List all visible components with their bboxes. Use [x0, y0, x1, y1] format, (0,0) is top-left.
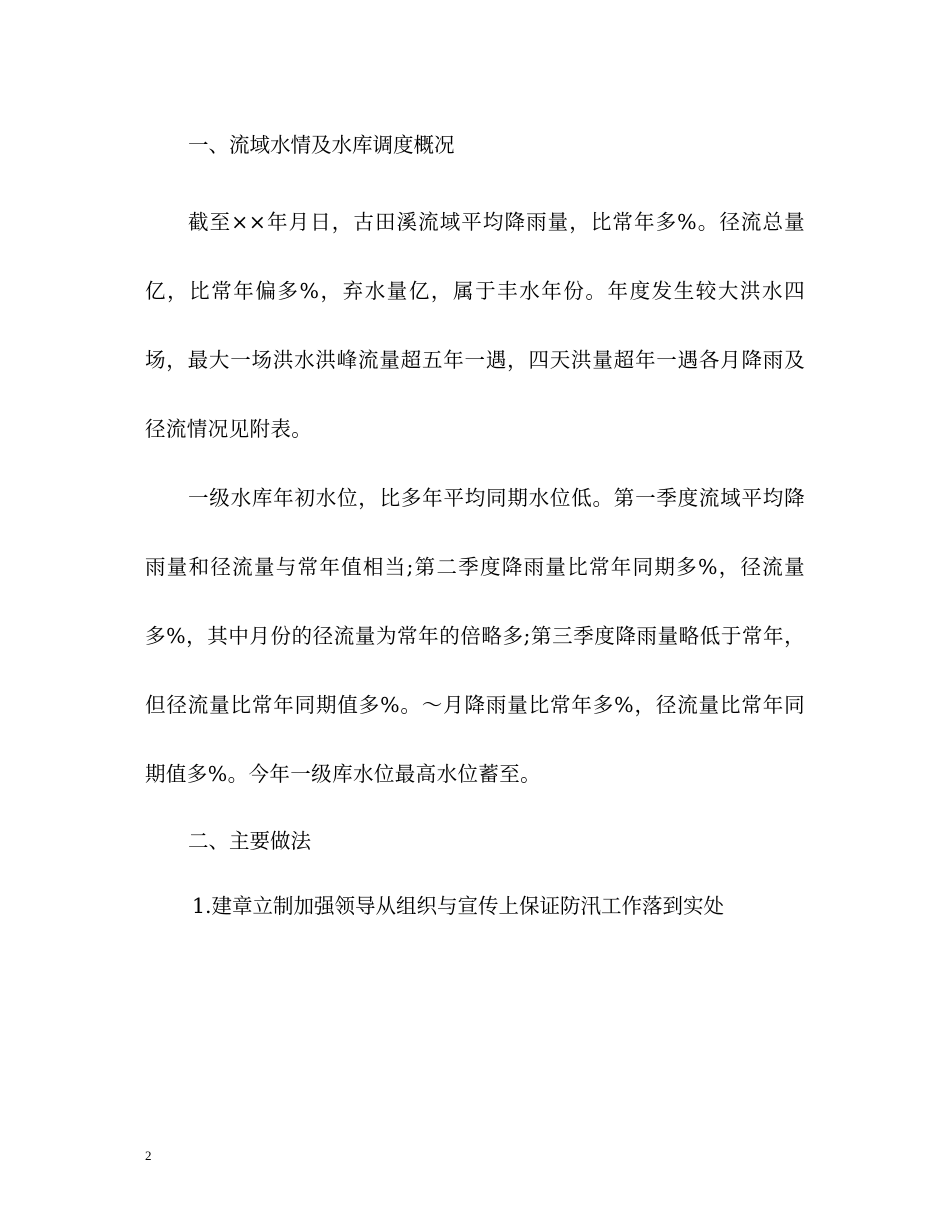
page-number: 2 [145, 1148, 152, 1163]
subheading-1: 1.建章立制加强领导从组织与宣传上保证防汛工作落到实处 [192, 894, 725, 918]
paragraph-1: 截至××年月日，古田溪流域平均降雨量，比常年多%。径流总量亿，比常年偏多%，弃水量亿，属于丰水年份。年度发生较大洪水四场，最大一场洪水洪峰流量超五年一遇，四天洪量超年一遇各月降雨及径流情况见附表。 [145, 210, 805, 441]
page-body [145, 125, 805, 926]
section-heading-1: 一、流域水情及水库调度概况 [188, 133, 455, 157]
section-heading-2: 二、主要做法 [188, 829, 311, 853]
paragraph-2: 一级水库年初水位，比多年平均同期水位低。第一季度流域平均降雨量和径流量与常年值相当;第二季度降雨量比常年同期多%，径流量多%，其中月份的径流量为常年的倍略多;第三季度降雨量略低于常年，但径流量比常年同期值多%。～月降雨量比常年多%，径流量比常年同期值多%。今年一级库水位最高水位蓄至。 [145, 486, 805, 786]
